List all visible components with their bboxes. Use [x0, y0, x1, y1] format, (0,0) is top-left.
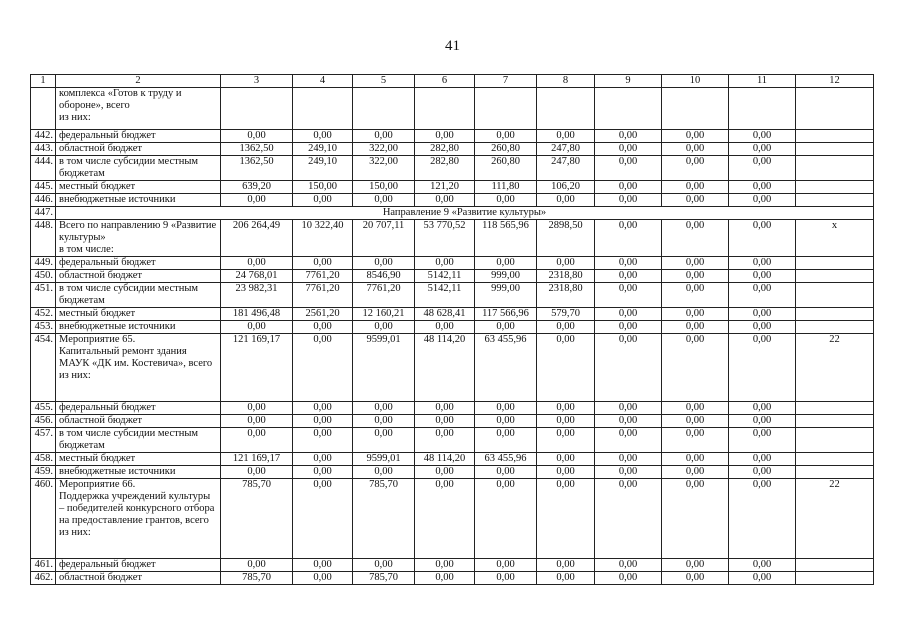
- value-cell: 0,00: [415, 194, 475, 207]
- value-cell: 0,00: [221, 559, 293, 572]
- value-cell: 7761,20: [293, 283, 353, 308]
- value-cell: 0,00: [415, 415, 475, 428]
- row-description: Мероприятие 66. Поддержка учреждений культуры – победителей конкурсного отбора на предоставление грантов, всего из них:: [56, 479, 221, 559]
- value-cell: 0,00: [729, 130, 796, 143]
- value-cell: 0,00: [353, 428, 415, 453]
- value-cell: 0,00: [662, 559, 729, 572]
- reference-cell: [796, 308, 874, 321]
- value-cell: 0,00: [595, 479, 662, 559]
- value-cell: 249,10: [293, 156, 353, 181]
- value-cell: 0,00: [293, 572, 353, 585]
- value-cell: 0,00: [662, 181, 729, 194]
- value-cell: 117 566,96: [475, 308, 537, 321]
- column-header: 6: [415, 75, 475, 88]
- value-cell: 8546,90: [353, 270, 415, 283]
- row-number: 462.: [31, 572, 56, 585]
- header-row: [31, 75, 874, 88]
- value-cell: 0,00: [729, 308, 796, 321]
- row-number: 450.: [31, 270, 56, 283]
- page-number: 41: [445, 38, 460, 54]
- reference-cell: 22: [796, 334, 874, 402]
- row-description: федеральный бюджет: [56, 402, 221, 415]
- value-cell: 0,00: [415, 466, 475, 479]
- value-cell: 0,00: [729, 257, 796, 270]
- value-cell: 0,00: [221, 194, 293, 207]
- value-cell: 0,00: [729, 466, 796, 479]
- value-cell: 0,00: [221, 321, 293, 334]
- value-cell: 0,00: [293, 257, 353, 270]
- column-header: 9: [595, 75, 662, 88]
- value-cell: 9599,01: [353, 334, 415, 402]
- row-description: внебюджетные источники: [56, 321, 221, 334]
- value-cell: 20 707,11: [353, 220, 415, 257]
- table-row: [31, 559, 874, 572]
- table-row: [31, 466, 874, 479]
- value-cell: 0,00: [353, 415, 415, 428]
- value-cell: 0,00: [475, 402, 537, 415]
- value-cell: 0,00: [662, 130, 729, 143]
- reference-cell: [796, 559, 874, 572]
- value-cell: 0,00: [293, 321, 353, 334]
- value-cell: 785,70: [353, 572, 415, 585]
- value-cell: 639,20: [221, 181, 293, 194]
- value-cell: 0,00: [293, 334, 353, 402]
- column-header: 2: [56, 75, 221, 88]
- value-cell: 0,00: [595, 308, 662, 321]
- value-cell: 0,00: [537, 479, 595, 559]
- value-cell: 0,00: [475, 194, 537, 207]
- value-cell: 150,00: [353, 181, 415, 194]
- value-cell: 5142,11: [415, 270, 475, 283]
- reference-cell: [796, 428, 874, 453]
- value-cell: [293, 88, 353, 130]
- value-cell: 2561,20: [293, 308, 353, 321]
- value-cell: 121 169,17: [221, 453, 293, 466]
- value-cell: 999,00: [475, 283, 537, 308]
- row-description: в том числе субсидии местным бюджетам: [56, 156, 221, 181]
- value-cell: 260,80: [475, 156, 537, 181]
- value-cell: 10 322,40: [293, 220, 353, 257]
- table-row: [31, 194, 874, 207]
- value-cell: 247,80: [537, 143, 595, 156]
- value-cell: 0,00: [475, 466, 537, 479]
- value-cell: 0,00: [662, 283, 729, 308]
- row-description: комплекса «Готов к труду и обороне», всего из них:: [56, 88, 221, 130]
- value-cell: [221, 88, 293, 130]
- row-number: 454.: [31, 334, 56, 402]
- value-cell: 150,00: [293, 181, 353, 194]
- value-cell: 0,00: [595, 143, 662, 156]
- column-header: 8: [537, 75, 595, 88]
- value-cell: 0,00: [537, 415, 595, 428]
- value-cell: 282,80: [415, 156, 475, 181]
- row-description: Всего по направлению 9 «Развитие культуры» в том числе:: [56, 220, 221, 257]
- table-row: [31, 283, 874, 308]
- value-cell: 0,00: [475, 321, 537, 334]
- value-cell: 0,00: [662, 572, 729, 585]
- value-cell: 0,00: [537, 334, 595, 402]
- value-cell: 260,80: [475, 143, 537, 156]
- row-number: 455.: [31, 402, 56, 415]
- value-cell: 2898,50: [537, 220, 595, 257]
- value-cell: 785,70: [353, 479, 415, 559]
- table-row: [31, 130, 874, 143]
- reference-cell: 22: [796, 479, 874, 559]
- value-cell: 0,00: [729, 428, 796, 453]
- value-cell: 9599,01: [353, 453, 415, 466]
- row-number: [31, 88, 56, 130]
- value-cell: 0,00: [293, 415, 353, 428]
- table-row: [31, 257, 874, 270]
- value-cell: 2318,80: [537, 283, 595, 308]
- value-cell: 0,00: [475, 257, 537, 270]
- value-cell: 0,00: [293, 428, 353, 453]
- value-cell: 0,00: [293, 453, 353, 466]
- row-number: 457.: [31, 428, 56, 453]
- value-cell: 0,00: [537, 321, 595, 334]
- value-cell: 0,00: [595, 572, 662, 585]
- row-description: федеральный бюджет: [56, 559, 221, 572]
- table-row: [31, 334, 874, 402]
- value-cell: 53 770,52: [415, 220, 475, 257]
- row-number: 452.: [31, 308, 56, 321]
- value-cell: 0,00: [475, 428, 537, 453]
- value-cell: 0,00: [415, 130, 475, 143]
- value-cell: 0,00: [595, 415, 662, 428]
- value-cell: [475, 88, 537, 130]
- table-row: [31, 453, 874, 466]
- value-cell: 48 114,20: [415, 334, 475, 402]
- row-description: областной бюджет: [56, 415, 221, 428]
- row-description: федеральный бюджет: [56, 130, 221, 143]
- value-cell: 0,00: [353, 257, 415, 270]
- reference-cell: [796, 415, 874, 428]
- value-cell: 0,00: [475, 479, 537, 559]
- reference-cell: [796, 466, 874, 479]
- row-description: областной бюджет: [56, 572, 221, 585]
- value-cell: 206 264,49: [221, 220, 293, 257]
- reference-cell: [796, 270, 874, 283]
- reference-cell: [796, 88, 874, 130]
- row-number: 443.: [31, 143, 56, 156]
- value-cell: 0,00: [729, 156, 796, 181]
- value-cell: 111,80: [475, 181, 537, 194]
- value-cell: 0,00: [353, 402, 415, 415]
- value-cell: 0,00: [595, 270, 662, 283]
- row-description: Мероприятие 65. Капитальный ремонт здания МАУК «ДК им. Костевича», всего из них:: [56, 334, 221, 402]
- row-number: 459.: [31, 466, 56, 479]
- value-cell: 0,00: [293, 194, 353, 207]
- value-cell: 785,70: [221, 479, 293, 559]
- value-cell: 0,00: [537, 402, 595, 415]
- value-cell: 0,00: [595, 257, 662, 270]
- value-cell: 7761,20: [353, 283, 415, 308]
- row-number: 448.: [31, 220, 56, 257]
- value-cell: 785,70: [221, 572, 293, 585]
- value-cell: [595, 88, 662, 130]
- row-number: 453.: [31, 321, 56, 334]
- row-number: 451.: [31, 283, 56, 308]
- value-cell: 0,00: [729, 181, 796, 194]
- value-cell: 0,00: [415, 572, 475, 585]
- value-cell: 0,00: [293, 130, 353, 143]
- value-cell: 0,00: [537, 559, 595, 572]
- value-cell: 0,00: [537, 428, 595, 453]
- row-number: 460.: [31, 479, 56, 559]
- table-row: [31, 428, 874, 453]
- table-row: [31, 181, 874, 194]
- value-cell: 0,00: [662, 479, 729, 559]
- value-cell: 0,00: [415, 428, 475, 453]
- reference-cell: x: [796, 220, 874, 257]
- value-cell: 0,00: [595, 559, 662, 572]
- value-cell: 0,00: [293, 402, 353, 415]
- value-cell: 0,00: [537, 453, 595, 466]
- value-cell: 0,00: [415, 479, 475, 559]
- value-cell: 0,00: [595, 428, 662, 453]
- value-cell: 0,00: [221, 466, 293, 479]
- value-cell: 1362,50: [221, 143, 293, 156]
- reference-cell: [796, 156, 874, 181]
- row-number: 449.: [31, 257, 56, 270]
- value-cell: 0,00: [353, 559, 415, 572]
- value-cell: 0,00: [662, 415, 729, 428]
- table-row: [31, 220, 874, 257]
- value-cell: 48 628,41: [415, 308, 475, 321]
- column-header: 1: [31, 75, 56, 88]
- value-cell: 0,00: [662, 466, 729, 479]
- table-row: [31, 402, 874, 415]
- budget-table: [30, 74, 874, 585]
- reference-cell: [796, 572, 874, 585]
- table-row: [31, 88, 874, 130]
- value-cell: 0,00: [595, 466, 662, 479]
- value-cell: 999,00: [475, 270, 537, 283]
- row-description: местный бюджет: [56, 181, 221, 194]
- value-cell: 2318,80: [537, 270, 595, 283]
- value-cell: 23 982,31: [221, 283, 293, 308]
- column-header: 11: [729, 75, 796, 88]
- value-cell: [353, 88, 415, 130]
- value-cell: 0,00: [475, 559, 537, 572]
- reference-cell: [796, 143, 874, 156]
- value-cell: 0,00: [293, 559, 353, 572]
- table-row: [31, 479, 874, 559]
- value-cell: 0,00: [595, 181, 662, 194]
- value-cell: [537, 88, 595, 130]
- value-cell: [415, 88, 475, 130]
- table-body: [31, 75, 874, 585]
- value-cell: 24 768,01: [221, 270, 293, 283]
- value-cell: 0,00: [595, 156, 662, 181]
- value-cell: 0,00: [662, 220, 729, 257]
- value-cell: 0,00: [353, 321, 415, 334]
- row-description: местный бюджет: [56, 308, 221, 321]
- table-row: [31, 572, 874, 585]
- value-cell: 0,00: [221, 415, 293, 428]
- value-cell: 0,00: [415, 321, 475, 334]
- value-cell: 0,00: [595, 283, 662, 308]
- row-description: в том числе субсидии местным бюджетам: [56, 428, 221, 453]
- value-cell: 0,00: [415, 559, 475, 572]
- row-number: 446.: [31, 194, 56, 207]
- row-description: внебюджетные источники: [56, 194, 221, 207]
- value-cell: 0,00: [662, 194, 729, 207]
- value-cell: 0,00: [221, 402, 293, 415]
- table-row: [31, 308, 874, 321]
- value-cell: 0,00: [729, 194, 796, 207]
- reference-cell: [796, 257, 874, 270]
- table-row: [31, 415, 874, 428]
- value-cell: 249,10: [293, 143, 353, 156]
- value-cell: 48 114,20: [415, 453, 475, 466]
- value-cell: 0,00: [662, 270, 729, 283]
- value-cell: 0,00: [662, 428, 729, 453]
- value-cell: 247,80: [537, 156, 595, 181]
- column-header: 7: [475, 75, 537, 88]
- value-cell: 63 455,96: [475, 334, 537, 402]
- row-description: местный бюджет: [56, 453, 221, 466]
- reference-cell: [796, 194, 874, 207]
- value-cell: 0,00: [662, 308, 729, 321]
- value-cell: 0,00: [729, 415, 796, 428]
- value-cell: 181 496,48: [221, 308, 293, 321]
- reference-cell: [796, 321, 874, 334]
- row-description: областной бюджет: [56, 143, 221, 156]
- value-cell: 0,00: [353, 466, 415, 479]
- value-cell: 0,00: [729, 270, 796, 283]
- value-cell: 322,00: [353, 156, 415, 181]
- value-cell: 282,80: [415, 143, 475, 156]
- column-header: 12: [796, 75, 874, 88]
- value-cell: 106,20: [537, 181, 595, 194]
- column-header: 10: [662, 75, 729, 88]
- value-cell: 0,00: [537, 466, 595, 479]
- section-heading: Направление 9 «Развитие культуры»: [56, 207, 874, 220]
- row-number: 444.: [31, 156, 56, 181]
- table-row: [31, 207, 874, 220]
- row-description: внебюджетные источники: [56, 466, 221, 479]
- value-cell: 0,00: [595, 194, 662, 207]
- value-cell: 121,20: [415, 181, 475, 194]
- value-cell: 0,00: [537, 572, 595, 585]
- value-cell: 0,00: [729, 321, 796, 334]
- value-cell: 0,00: [729, 220, 796, 257]
- value-cell: 7761,20: [293, 270, 353, 283]
- value-cell: 0,00: [595, 220, 662, 257]
- value-cell: 0,00: [662, 143, 729, 156]
- value-cell: 0,00: [729, 559, 796, 572]
- value-cell: 0,00: [595, 130, 662, 143]
- value-cell: 0,00: [415, 402, 475, 415]
- value-cell: 118 565,96: [475, 220, 537, 257]
- value-cell: 0,00: [221, 130, 293, 143]
- value-cell: 63 455,96: [475, 453, 537, 466]
- value-cell: 0,00: [662, 402, 729, 415]
- value-cell: 0,00: [415, 257, 475, 270]
- value-cell: 0,00: [353, 194, 415, 207]
- value-cell: 5142,11: [415, 283, 475, 308]
- reference-cell: [796, 181, 874, 194]
- value-cell: 0,00: [353, 130, 415, 143]
- value-cell: [662, 88, 729, 130]
- value-cell: 0,00: [537, 130, 595, 143]
- value-cell: 0,00: [475, 130, 537, 143]
- value-cell: 0,00: [729, 143, 796, 156]
- value-cell: 0,00: [221, 428, 293, 453]
- value-cell: 12 160,21: [353, 308, 415, 321]
- value-cell: 0,00: [662, 334, 729, 402]
- row-number: 461.: [31, 559, 56, 572]
- value-cell: 0,00: [595, 402, 662, 415]
- value-cell: 0,00: [221, 257, 293, 270]
- value-cell: 0,00: [729, 572, 796, 585]
- value-cell: [729, 88, 796, 130]
- reference-cell: [796, 453, 874, 466]
- column-header: 5: [353, 75, 415, 88]
- value-cell: 1362,50: [221, 156, 293, 181]
- value-cell: 0,00: [662, 156, 729, 181]
- value-cell: 121 169,17: [221, 334, 293, 402]
- value-cell: 0,00: [729, 402, 796, 415]
- value-cell: 0,00: [595, 321, 662, 334]
- table-row: [31, 143, 874, 156]
- reference-cell: [796, 402, 874, 415]
- value-cell: 0,00: [662, 257, 729, 270]
- value-cell: 0,00: [537, 257, 595, 270]
- table-row: [31, 156, 874, 181]
- value-cell: 0,00: [729, 283, 796, 308]
- row-number: 458.: [31, 453, 56, 466]
- value-cell: 0,00: [729, 453, 796, 466]
- value-cell: 579,70: [537, 308, 595, 321]
- row-number: 445.: [31, 181, 56, 194]
- row-description: в том числе субсидии местным бюджетам: [56, 283, 221, 308]
- value-cell: 0,00: [537, 194, 595, 207]
- value-cell: 0,00: [475, 572, 537, 585]
- value-cell: 0,00: [595, 453, 662, 466]
- value-cell: 0,00: [293, 466, 353, 479]
- value-cell: 0,00: [595, 334, 662, 402]
- row-number: 442.: [31, 130, 56, 143]
- value-cell: 0,00: [662, 453, 729, 466]
- value-cell: 0,00: [475, 415, 537, 428]
- column-header: 4: [293, 75, 353, 88]
- row-description: федеральный бюджет: [56, 257, 221, 270]
- value-cell: 0,00: [729, 479, 796, 559]
- reference-cell: [796, 130, 874, 143]
- table-row: [31, 321, 874, 334]
- row-number: 456.: [31, 415, 56, 428]
- value-cell: 0,00: [729, 334, 796, 402]
- value-cell: 0,00: [662, 321, 729, 334]
- table-row: [31, 270, 874, 283]
- column-header: 3: [221, 75, 293, 88]
- value-cell: 322,00: [353, 143, 415, 156]
- reference-cell: [796, 283, 874, 308]
- value-cell: 0,00: [293, 479, 353, 559]
- row-number: 447.: [31, 207, 56, 220]
- row-description: областной бюджет: [56, 270, 221, 283]
